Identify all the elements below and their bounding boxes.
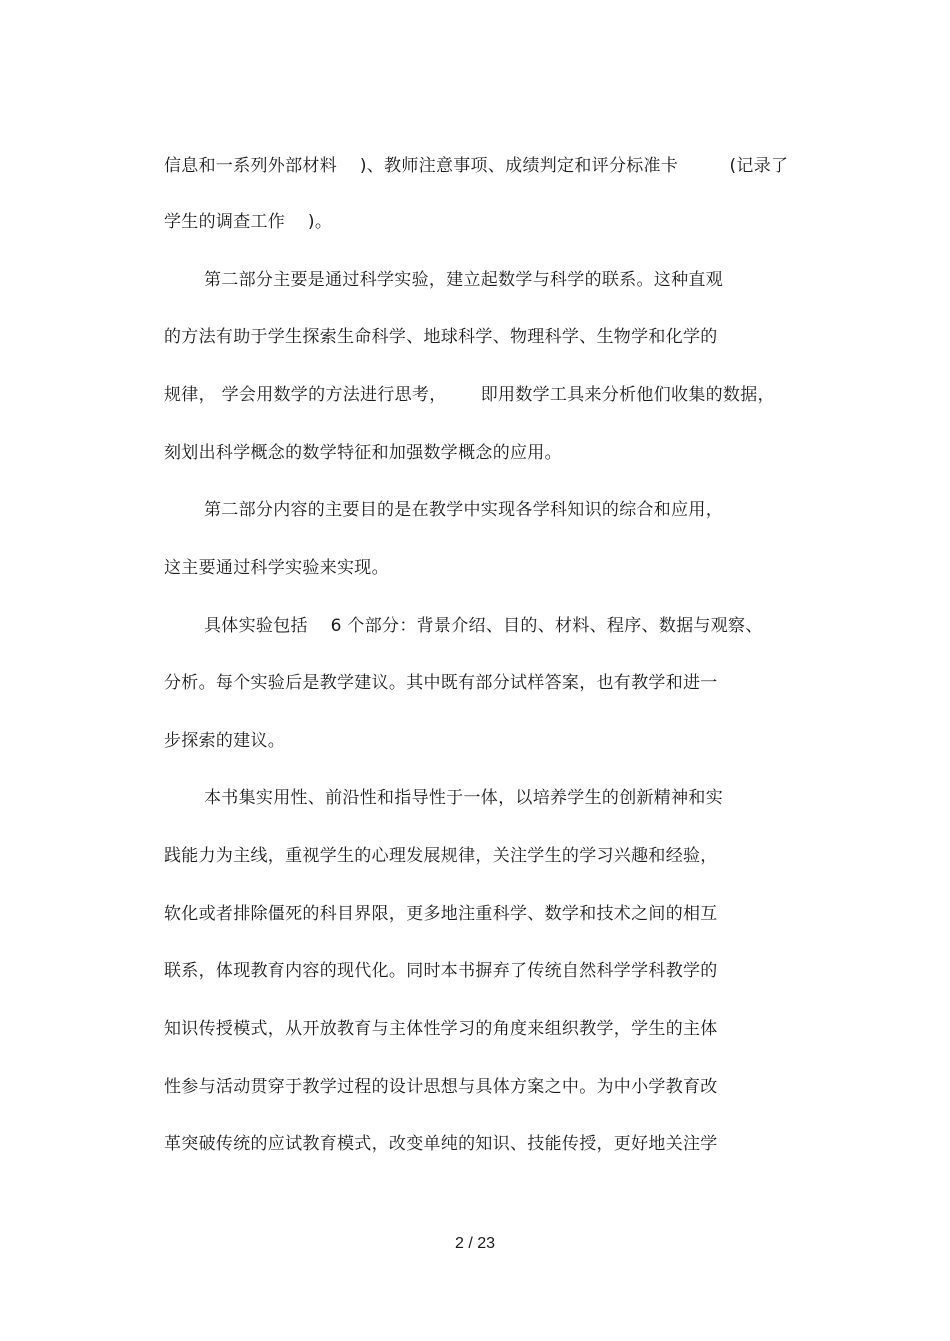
text-line: 这主要通过科学实验来实现。: [164, 558, 389, 578]
paragraph-start-line: 第二部分内容的主要目的是在教学中实现各学科知识的综合和应用，: [204, 500, 723, 520]
text-line: 的方法有助于学生探索生命科学、地球科学、物理科学、生物学和化学的: [164, 327, 718, 347]
paragraph-start-line: 第二部分主要是通过科学实验，建立起数学与科学的联系。这种直观: [204, 270, 723, 290]
text-line: 践能力为主线，重视学生的心理发展规律，关注学生的学习兴趣和经验，: [164, 846, 718, 866]
text-line: 联系，体现教育内容的现代化。同时本书摒弃了传统自然科学学科教学的: [164, 961, 718, 981]
text-line: 性参与活动贯穿于教学过程的设计思想与具体方案之中。为中小学教育改: [164, 1077, 718, 1097]
text-line: 规律， 学会用数学的方法进行思考， 即用数学工具来分析他们收集的数据，: [164, 385, 775, 405]
page-number: 2 / 23: [454, 1235, 496, 1252]
text-line: 刻划出科学概念的数学特征和加强数学概念的应用。: [164, 443, 562, 463]
text-line: 分析。每个实验后是教学建议。其中既有部分试样答案，也有教学和进一: [164, 673, 718, 693]
text-line: 步探索的建议。: [164, 731, 286, 751]
text-line: 软化或者排除僵死的科目界限，更多地注重科学、数学和技术之间的相互: [164, 904, 718, 924]
text-line: 信息和一系列外部材料 )、教师注意事项、成绩判定和评分标准卡 (记录了: [164, 156, 789, 176]
paragraph-start-line: 本书集实用性、前沿性和指导性于一体，以培养学生的创新精神和实: [204, 788, 723, 808]
paragraph-start-line: 具体实验包括 6 个部分：背景介绍、目的、材料、程序、数据与观察、: [204, 616, 763, 636]
text-line: 革突破传统的应试教育模式，改变单纯的知识、技能传授，更好地关注学: [164, 1134, 718, 1154]
text-line: 学生的调查工作 )。: [164, 212, 333, 232]
text-line: 知识传授模式，从开放教育与主体性学习的角度来组织教学，学生的主体: [164, 1019, 718, 1039]
